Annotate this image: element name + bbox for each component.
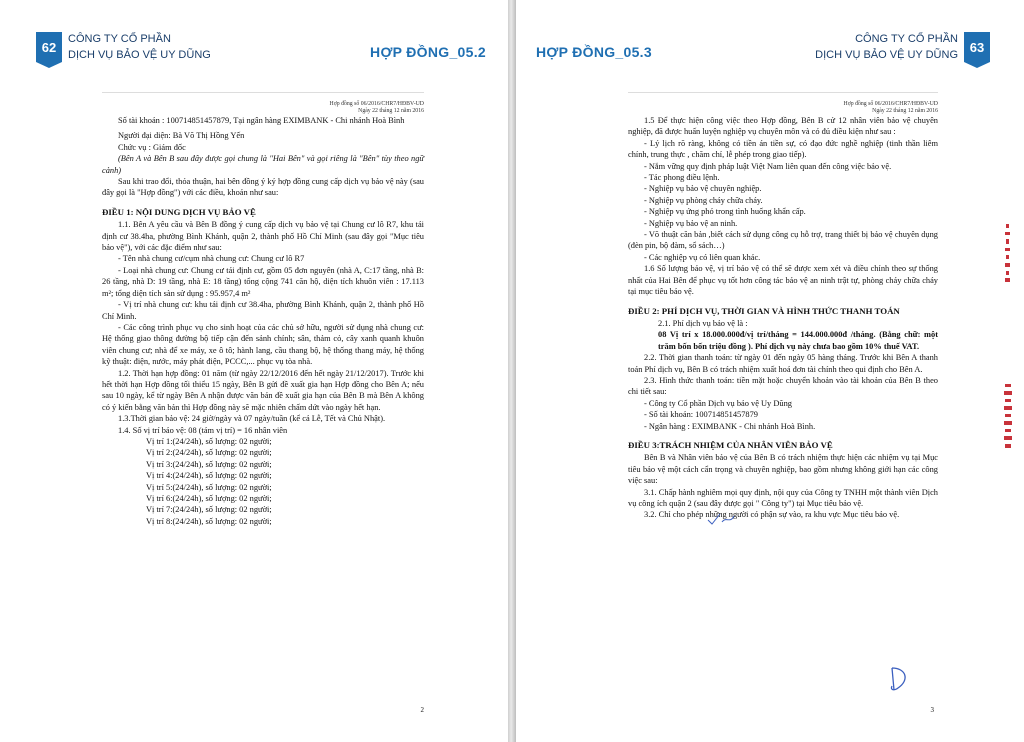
requirement-list (628, 138, 938, 263)
parties-note: (Bên A và Bên B sau đây được gọi chung là "Hai Bên" và gọi riêng là "Bên" tùy theo ngữ cảnh) (102, 154, 424, 175)
contract-ref: Hợp đồng số 06/2016/CHR7/HĐBV-UD Ngày 22 tháng 12 năm 2016 (329, 101, 424, 114)
page-number-badge (36, 32, 62, 62)
payment-details (628, 398, 938, 432)
list-item: Vị trí 1:(24/24h), số lượng: 02 người; (146, 436, 272, 446)
intro-paragraph: Sau khi trao đổi, thỏa thuận, hai bên đồng ý ký hợp đồng cung cấp dịch vụ bảo vệ này (sau đây gọi là "Hợp đồng") với các điều, khoản như sau: (102, 177, 424, 198)
article-2-title: ĐIỀU 2: PHÍ DỊCH VỤ, THỜI GIAN VÀ HÌNH THỨC THANH TOÁN (628, 305, 900, 316)
list-item: - Nghiệp vụ phòng cháy chữa cháy. (644, 195, 763, 205)
list-item: Vị trí 4:(24/24h), số lượng: 02 người; (146, 471, 272, 481)
clause-2-2: 2.2. Thời gian thanh toán: từ ngày 01 đến ngày 05 hàng tháng. Trước khi Bên A thanh toán Phí dịch vụ, Bên B có trách nhiệm xuất hoá đơn tài chính theo qui định cho Bên A. (628, 353, 938, 374)
contract-ref: Hợp đồng số 06/2016/CHR7/HĐBV-UD Ngày 22 tháng 12 năm 2016 (843, 101, 938, 114)
company-line-1: CÔNG TY CỔ PHẦN (68, 33, 171, 45)
company-line-1: CÔNG TY CỔ PHẦN (855, 33, 958, 45)
signature-mark (886, 664, 912, 694)
ink-check-icon (706, 512, 736, 526)
list-item: - Nghiệp vụ ứng phó trong tình huống khẩn cấp. (644, 207, 806, 217)
clause-1-1: 1.1. Bên A yêu cầu và Bên B đồng ý cung cấp dịch vụ bảo vệ tại Chung cư lô R7, khu tái định cư 38.4ha, phường Bình Khánh, quận 2, thành phố Hồ Chí Minh (sau đây gọi "Mục tiêu bảo vệ"), với các đặc điểm như sau: (102, 220, 424, 253)
company-line-2: DỊCH VỤ BẢO VỆ UY DŨNG (815, 49, 958, 61)
article-3-intro: Bên B và Nhân viên bảo vệ của Bên B có trách nhiệm thực hiện các nhiệm vụ tại Mục tiêu bảo vệ một cách cẩn trọng và chuyên nghiệp, bao gồm nhưng không giới hạn các công việc sau: (628, 453, 938, 486)
list-item: - Nắm vững quy định pháp luật Việt Nam liên quan đến công việc bảo vệ. (644, 161, 892, 171)
list-item: - Lý lịch rõ ràng, không có tiền án tiền sự, có đạo đức nghề nghiệp (tinh thần liêm chính, trung thực , chăm chỉ, lễ phép trong giao tiếp). (628, 138, 938, 160)
page-number: 63 (969, 39, 985, 55)
red-stamp (1002, 224, 1014, 287)
contract-sheet (102, 92, 424, 728)
list-item: Vị trí 5:(24/24h), số lượng: 02 người; (146, 482, 272, 492)
building-location: - Vị trí nhà chung cư: khu tái định cư 38.4ha, phường Bình Khánh, quận 2, thành phố Hồ Chí Minh. (102, 300, 424, 321)
account-line: Số tài khoản : 100714851457879, Tại ngân hàng EXIMBANK - Chi nhánh Hoà Bình (118, 116, 405, 125)
list-item: - Công ty Cổ phần Dịch vụ bảo vệ Uy Dũng (644, 398, 792, 408)
list-item: - Các nghiệp vụ có liên quan khác. (644, 252, 761, 262)
book-gutter (508, 0, 516, 742)
company-name (68, 31, 211, 63)
building-type: - Loại nhà chung cư: Chung cư tái định cư, gồm 05 đơn nguyên (nhà A, C:17 tầng, nhà B: 26 tầng, nhà D: 19 tầng, nhà E: 18 tầng) tổng cộng 741 căn hộ, diện tích khuôn viên : 17.113 m²; tổng diện tích sàn sử dụng : 95.957,4 m² (102, 265, 424, 298)
page-number: 62 (41, 39, 57, 55)
left-page (0, 0, 508, 742)
list-item: - Nghiệp vụ bảo vệ an ninh. (644, 218, 738, 228)
right-page (516, 0, 1024, 742)
position-list (102, 436, 424, 527)
list-item: Vị trí 2:(24/24h), số lượng: 02 người; (146, 448, 272, 458)
clause-2-1: 2.1. Phí dịch vụ bảo vệ là : (658, 318, 748, 328)
company-name (815, 31, 958, 63)
clause-1-2: 1.2. Thời hạn hợp đồng: 01 năm (từ ngày 22/12/2016 đến hết ngày 21/12/2017). Trước khi hết thời hạn Hợp đồng tối thiểu 15 ngày, Bên B gửi đề xuất gia hạn Hợp đồng cho Bên A; nếu sau 10 ngày, kể từ ngày Bên A nhận được văn bản đề xuất gia hạn của Bên B mà Bên A không có ý kiến bằng văn bản thì Hợp đồng này sẽ mặc nhiên chấm dứt vào ngày hết hạn. (102, 368, 424, 412)
doc-title: HỢP ĐỒNG_05.2 (370, 44, 486, 60)
list-item: Vị trí 7:(24/24h), số lượng: 02 người; (146, 505, 272, 515)
article-1-title: ĐIỀU 1: NỘI DUNG DỊCH VỤ BẢO VỆ (102, 206, 256, 217)
service-fee: 08 Vị trí x 18.000.000đ/vị trí/tháng = 144.000.000đ /tháng. (Bằng chữ: một trăm bốn bốn triệu đồng ). Phí dịch vụ này chưa bao gồm 10% thuế VAT. (658, 330, 938, 351)
contract-sheet (628, 92, 938, 728)
role: Chức vụ : Giám đốc (118, 142, 186, 152)
clause-1-4: 1.4. Số vị trí bảo vệ: 08 (tám vị trí) = 16 nhân viên (118, 425, 288, 435)
clause-1-5: 1.5 Để thực hiện công việc theo Hợp đồng, Bên B cử 12 nhân viên bảo vệ chuyên nghiệp, đã được huấn luyện nghiệp vụ chuyên môn và có đủ điều kiện như sau : (628, 116, 938, 137)
clause-3-1: 3.1. Chấp hành nghiêm mọi quy định, nội quy của Công ty TNHH một thành viên Dịch vụ công ích quận 2 (sau đây được gọi " Công ty") tại Mục tiêu bảo vệ. (628, 487, 938, 508)
building-name: - Tên nhà chung cư/cụm nhà chung cư: Chung cư lô R7 (118, 254, 305, 264)
list-item: Vị trí 6:(24/24h), số lượng: 02 người; (146, 494, 272, 503)
clause-3-2: 3.2. Chỉ cho phép những người có phận sự vào, ra khu vực Mục tiêu bảo vệ. (644, 510, 900, 520)
article-3-title: ĐIỀU 3:TRÁCH NHIỆM CỦA NHÂN VIÊN BẢO VỆ (628, 439, 833, 450)
clause-1-6: 1.6 Số lượng bảo vệ, vị trí bảo vệ có thể sẽ được xem xét và điều chỉnh theo sự thống nhất của Hai Bên để phục vụ tốt hơn công tác bảo vệ an ninh trật tự, phòng cháy chữa cháy tại mục tiêu bảo vệ. (628, 264, 938, 297)
clause-2-3: 2.3. Hình thức thanh toán: tiền mặt hoặc chuyển khoản vào tài khoản của Bên B theo chi tiết sau: (628, 375, 938, 397)
list-item: Vị trí 8:(24/24h), số lượng: 02 người; (146, 516, 272, 526)
company-line-2: DỊCH VỤ BẢO VỆ UY DŨNG (68, 49, 211, 61)
representative: Người đại diện: Bà Võ Thị Hồng Yến (118, 131, 245, 141)
list-item: - Tác phong điều lệnh. (644, 173, 720, 183)
list-item: - Võ thuật căn bản ,biết cách sử dụng công cụ hỗ trợ, trang thiết bị bảo vệ chuyên dụng (đèn pin, bộ đàm, sổ sách…) (628, 230, 938, 251)
list-item: Vị trí 3:(24/24h), số lượng: 02 người; (146, 459, 272, 469)
doc-title: HỢP ĐỒNG_05.3 (536, 44, 652, 60)
clause-1-3: 1.3.Thời gian bảo vệ: 24 giờ/ngày và 07 ngày/tuần (kể cả Lễ, Tết và Chủ Nhật). (118, 414, 386, 424)
page-footer-number: 2 (420, 706, 424, 714)
building-works: - Các công trình phục vụ cho sinh hoạt của các chủ sở hữu, người sử dụng nhà chung cư: Hệ thống giao thông đường bộ tiếp cận đến sảnh chính; sân, thảm cỏ, cây xanh quanh khuôn viên chung cư; nhà để xe máy, xe ô tô; hành lang, cầu thang bộ, hệ thống thang máy, hệ thống kỹ thuật: điện, nước, máy phát điện, PCCC,... phục vụ tòa nhà. (102, 322, 424, 367)
page-number-badge (964, 32, 990, 62)
list-item: - Ngân hàng : EXIMBANK - Chi nhánh Hoà Bình. (644, 421, 816, 431)
list-item: - Nghiệp vụ bảo vệ chuyên nghiệp. (644, 184, 762, 194)
red-stamp (1002, 384, 1014, 453)
page-footer-number: 3 (930, 706, 934, 714)
list-item: - Số tài khoản: 100714851457879 (644, 410, 758, 420)
